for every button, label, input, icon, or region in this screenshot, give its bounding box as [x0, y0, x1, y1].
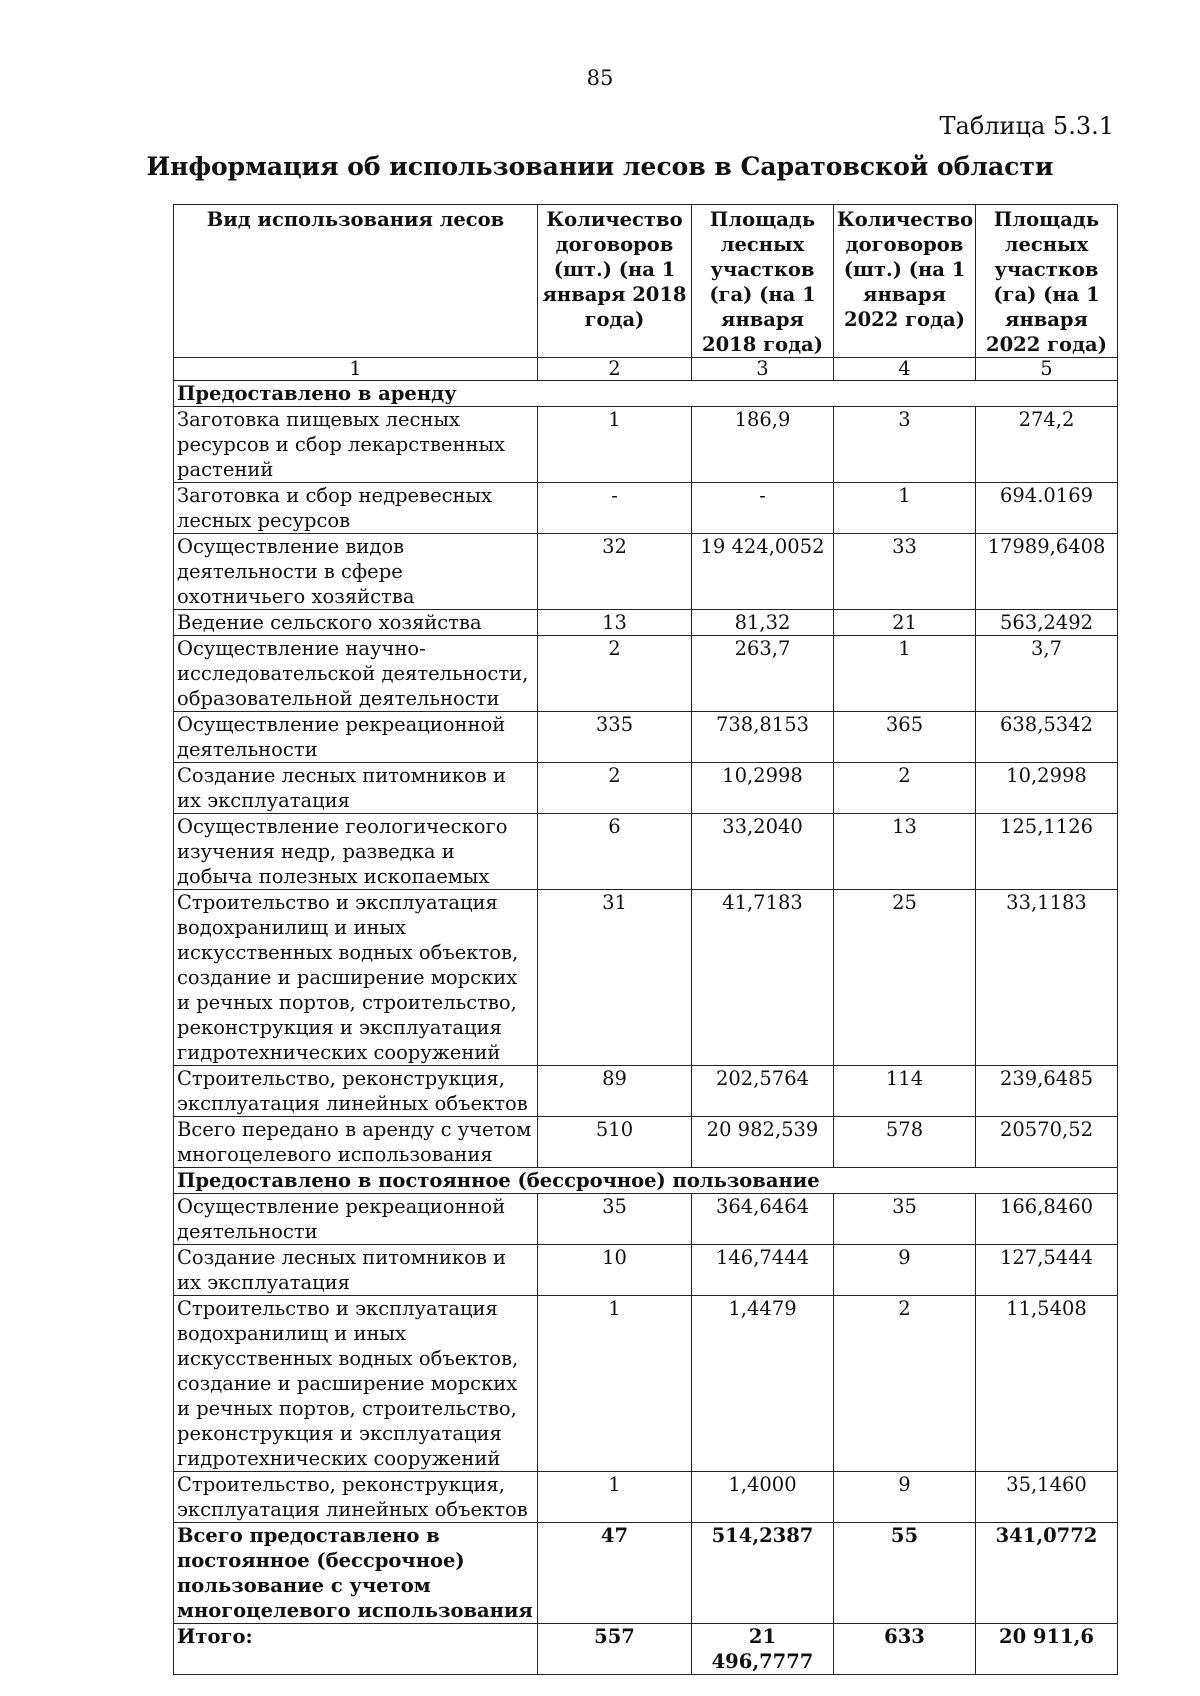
usage-type-cell: Создание лесных питомников и их эксплуатация [174, 1245, 538, 1296]
area-2018-cell: 263,7 [692, 636, 834, 712]
usage-type-cell: Заготовка пищевых лесных ресурсов и сбор лекарственных растений [174, 407, 538, 483]
contracts-2022-cell: 365 [834, 712, 976, 763]
area-2022-cell: 10,2998 [976, 763, 1118, 814]
column-number: 4 [834, 358, 976, 381]
contracts-2022-cell: 25 [834, 890, 976, 1066]
contracts-2022-cell: 2 [834, 1296, 976, 1472]
contracts-2018-cell: 10 [538, 1245, 692, 1296]
contracts-2018-cell: 510 [538, 1117, 692, 1168]
table-row [174, 814, 1118, 890]
contracts-2022-cell: 114 [834, 1066, 976, 1117]
section-title: Предоставлено в постоянное (бессрочное) пользование [174, 1168, 1118, 1194]
contracts-2022-cell: 578 [834, 1117, 976, 1168]
table-row [174, 610, 1118, 636]
area-2022-cell: 638,5342 [976, 712, 1118, 763]
subtotal-row [174, 1117, 1118, 1168]
area-2022-cell: 125,1126 [976, 814, 1118, 890]
contracts-2018-cell: 1 [538, 1296, 692, 1472]
table-row [174, 1296, 1118, 1472]
area-2018-cell: 19 424,0052 [692, 534, 834, 610]
contracts-2018-cell: - [538, 483, 692, 534]
column-number: 5 [976, 358, 1118, 381]
section-header-row [174, 381, 1118, 407]
area-2018-cell: 1,4000 [692, 1472, 834, 1523]
contracts-2018-cell: 31 [538, 890, 692, 1066]
total-row [174, 1624, 1118, 1675]
table-row [174, 1472, 1118, 1523]
area-2022-cell: 239,6485 [976, 1066, 1118, 1117]
contracts-2022-cell: 33 [834, 534, 976, 610]
table-row [174, 1066, 1118, 1117]
area-2018-cell: 81,32 [692, 610, 834, 636]
column-number-row [174, 358, 1118, 381]
contracts-2022-cell: 633 [834, 1624, 976, 1675]
area-2022-cell: 3,7 [976, 636, 1118, 712]
area-2018-cell: 20 982,539 [692, 1117, 834, 1168]
contracts-2018-cell: 2 [538, 636, 692, 712]
area-2018-cell: 738,8153 [692, 712, 834, 763]
header-usage-type: Вид использования лесов [174, 205, 538, 358]
usage-type-cell: Создание лесных питомников и их эксплуатация [174, 763, 538, 814]
contracts-2018-cell: 47 [538, 1523, 692, 1624]
table-caption: Таблица 5.3.1 [939, 112, 1114, 140]
contracts-2022-cell: 9 [834, 1245, 976, 1296]
table-row [174, 407, 1118, 483]
table-row [174, 636, 1118, 712]
column-number: 3 [692, 358, 834, 381]
header-contracts-2022: Количество договоров (шт.) (на 1 января 2022 года) [834, 205, 976, 358]
area-2022-cell: 35,1460 [976, 1472, 1118, 1523]
area-2018-cell: 21 496,7777 [692, 1624, 834, 1675]
area-2022-cell: 20570,52 [976, 1117, 1118, 1168]
usage-type-cell: Осуществление геологического изучения недр, разведка и добыча полезных ископаемых [174, 814, 538, 890]
area-2018-cell: 33,2040 [692, 814, 834, 890]
section-header-row [174, 1168, 1118, 1194]
usage-type-cell: Заготовка и сбор недревесных лесных ресурсов [174, 483, 538, 534]
area-2022-cell: 694.0169 [976, 483, 1118, 534]
area-2018-cell: 202,5764 [692, 1066, 834, 1117]
contracts-2022-cell: 1 [834, 483, 976, 534]
contracts-2018-cell: 2 [538, 763, 692, 814]
column-number: 1 [174, 358, 538, 381]
table-row [174, 712, 1118, 763]
usage-type-cell: Осуществление видов деятельности в сфере охотничьего хозяйства [174, 534, 538, 610]
contracts-2022-cell: 55 [834, 1523, 976, 1624]
usage-type-cell: Всего передано в аренду с учетом многоцелевого использования [174, 1117, 538, 1168]
area-2018-cell: 1,4479 [692, 1296, 834, 1472]
page-title: Информация об использовании лесов в Саратовской области [146, 152, 1054, 181]
contracts-2018-cell: 89 [538, 1066, 692, 1117]
usage-type-cell: Всего предоставлено в постоянное (бессрочное) пользование с учетом многоцелевого использования [174, 1523, 538, 1624]
contracts-2022-cell: 2 [834, 763, 976, 814]
contracts-2022-cell: 13 [834, 814, 976, 890]
contracts-2018-cell: 1 [538, 1472, 692, 1523]
contracts-2018-cell: 6 [538, 814, 692, 890]
usage-type-cell: Осуществление рекреационной деятельности [174, 712, 538, 763]
area-2022-cell: 17989,6408 [976, 534, 1118, 610]
area-2022-cell: 274,2 [976, 407, 1118, 483]
area-2022-cell: 166,8460 [976, 1194, 1118, 1245]
area-2022-cell: 20 911,6 [976, 1624, 1118, 1675]
usage-type-cell: Строительство и эксплуатация водохранилищ и иных искусственных водных объектов, создание и расширение морских и речных портов, строительство, реконструкция и эксплуатация гидротехнических сооружений [174, 1296, 538, 1472]
area-2018-cell: 514,2387 [692, 1523, 834, 1624]
table-header-row [174, 205, 1118, 358]
area-2022-cell: 341,0772 [976, 1523, 1118, 1624]
table-row [174, 534, 1118, 610]
table-row [174, 763, 1118, 814]
contracts-2018-cell: 335 [538, 712, 692, 763]
contracts-2018-cell: 1 [538, 407, 692, 483]
header-contracts-2018: Количество договоров (шт.) (на 1 января 2018 года) [538, 205, 692, 358]
area-2022-cell: 127,5444 [976, 1245, 1118, 1296]
usage-type-cell: Строительство, реконструкция, эксплуатация линейных объектов [174, 1066, 538, 1117]
contracts-2018-cell: 557 [538, 1624, 692, 1675]
contracts-2022-cell: 1 [834, 636, 976, 712]
usage-type-cell: Осуществление научно-исследовательской деятельности, образовательной деятельности [174, 636, 538, 712]
usage-type-cell: Строительство и эксплуатация водохранилищ и иных искусственных водных объектов, создание и расширение морских и речных портов, строительство, реконструкция и эксплуатация гидротехнических сооружений [174, 890, 538, 1066]
usage-type-cell: Осуществление рекреационной деятельности [174, 1194, 538, 1245]
area-2018-cell: 364,6464 [692, 1194, 834, 1245]
header-area-2018: Площадь лесных участков (га) (на 1 января 2018 года) [692, 205, 834, 358]
contracts-2022-cell: 35 [834, 1194, 976, 1245]
usage-type-cell: Строительство, реконструкция, эксплуатация линейных объектов [174, 1472, 538, 1523]
subtotal-row [174, 1523, 1118, 1624]
area-2018-cell: 10,2998 [692, 763, 834, 814]
area-2018-cell: 41,7183 [692, 890, 834, 1066]
usage-type-cell: Итого: [174, 1624, 538, 1675]
table-row [174, 1245, 1118, 1296]
column-number: 2 [538, 358, 692, 381]
usage-type-cell: Ведение сельского хозяйства [174, 610, 538, 636]
table-row [174, 483, 1118, 534]
area-2018-cell: 146,7444 [692, 1245, 834, 1296]
contracts-2018-cell: 32 [538, 534, 692, 610]
contracts-2022-cell: 3 [834, 407, 976, 483]
table-row [174, 890, 1118, 1066]
area-2022-cell: 33,1183 [976, 890, 1118, 1066]
contracts-2022-cell: 21 [834, 610, 976, 636]
table-row [174, 1194, 1118, 1245]
contracts-2018-cell: 13 [538, 610, 692, 636]
area-2018-cell: 186,9 [692, 407, 834, 483]
contracts-2022-cell: 9 [834, 1472, 976, 1523]
contracts-2018-cell: 35 [538, 1194, 692, 1245]
area-2022-cell: 11,5408 [976, 1296, 1118, 1472]
area-2022-cell: 563,2492 [976, 610, 1118, 636]
table-body [174, 381, 1118, 1675]
page-number: 85 [586, 66, 614, 90]
header-area-2022: Площадь лесных участков (га) (на 1 января 2022 года) [976, 205, 1118, 358]
forest-usage-table [173, 204, 1118, 1675]
section-title: Предоставлено в аренду [174, 381, 1118, 407]
area-2018-cell: - [692, 483, 834, 534]
